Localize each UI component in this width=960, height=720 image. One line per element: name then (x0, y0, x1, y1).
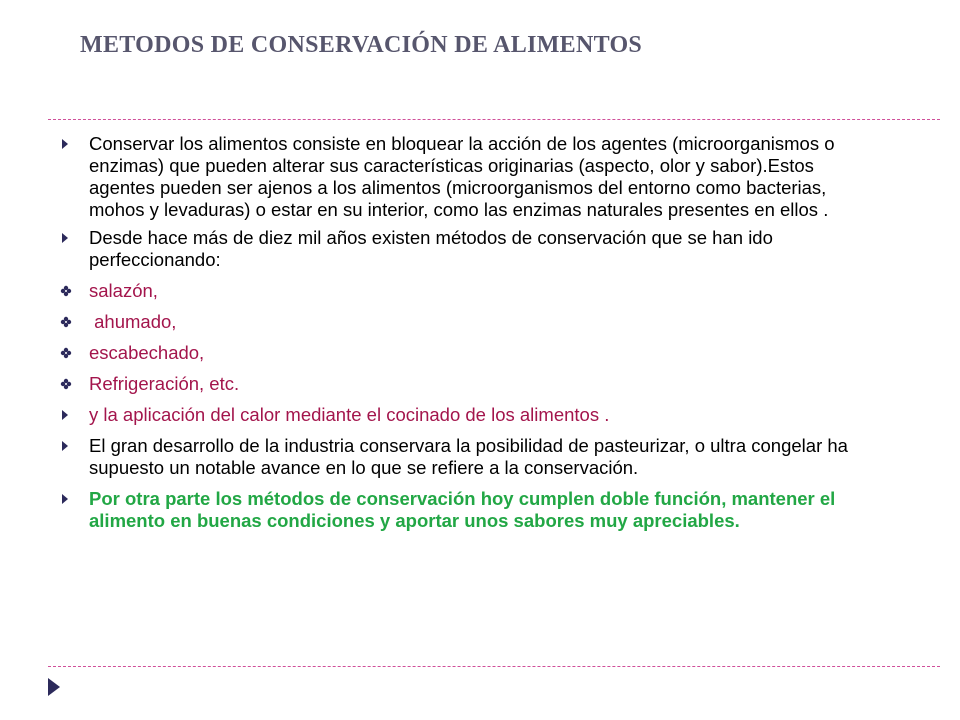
diamond-bullet-icon (58, 373, 74, 395)
bullet-text: ahumado, (89, 311, 177, 332)
diamond-bullet-icon (58, 311, 74, 333)
bullet-text: Refrigeración, etc. (89, 373, 240, 394)
bullet-item (54, 342, 884, 364)
bullet-text: y la aplicación del calor mediante el cocinado de los alimentos . (89, 404, 610, 425)
bullet-text: escabechado, (89, 342, 205, 363)
bullet-item (54, 227, 884, 271)
play-arrow-icon (46, 676, 62, 698)
bullet-text: Por otra parte los métodos de conservación hoy cumplen doble función, mantener el alimento en buenas condiciones y aportar unos sabores muy apreciables. (89, 488, 836, 531)
diamond-bullet-icon (58, 342, 74, 364)
diamond-bullet-icon (58, 280, 74, 302)
bullet-item (54, 311, 884, 333)
bullet-item (54, 280, 884, 302)
top-divider (48, 119, 940, 120)
triangle-bullet-icon (58, 227, 74, 249)
triangle-bullet-icon (58, 133, 74, 155)
bullet-item (54, 435, 884, 479)
bullet-list (54, 133, 884, 532)
triangle-bullet-icon (58, 488, 74, 510)
bullet-text: Desde hace más de diez mil años existen métodos de conservación que se han ido perfeccionando: (89, 227, 773, 270)
bullet-text: Conservar los alimentos consiste en bloquear la acción de los agentes (microorganismos o enzimas) que pueden alterar sus características originarias (aspecto, olor y sabor).Estos agentes pueden ser ajenos a los alimentos (microorganismos del entorno como bacterias, mohos y levaduras) o estar en su interior, como las enzimas naturales presentes en ellos . (89, 133, 835, 220)
bullet-item (54, 373, 884, 395)
bullet-text: salazón, (89, 280, 158, 301)
slide-title: METODOS DE CONSERVACIÓN DE ALIMENTOS (80, 32, 643, 58)
bullet-item (54, 404, 884, 426)
bullet-text: El gran desarrollo de la industria conservara la posibilidad de pasteurizar, o ultra congelar ha supuesto un notable avance en lo que se refiere a la conservación. (89, 435, 848, 478)
triangle-bullet-icon (58, 435, 74, 457)
triangle-bullet-icon (58, 404, 74, 426)
bullet-item (54, 488, 884, 532)
bullet-item (54, 133, 884, 221)
bottom-divider (48, 666, 940, 667)
